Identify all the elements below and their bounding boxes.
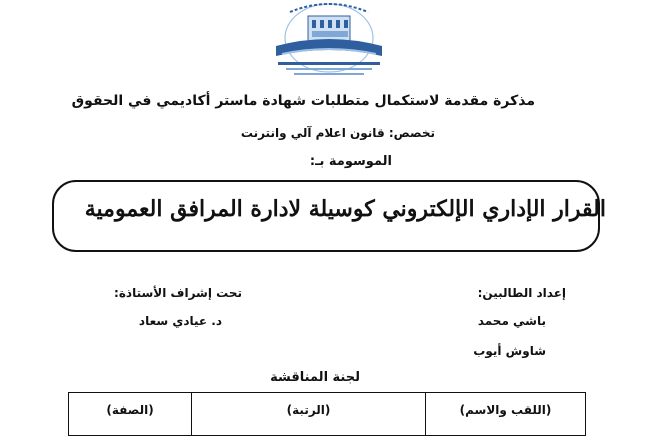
university-logo [268,2,390,80]
table-header-row [69,393,586,436]
column-header-name: (اللقب والاسم) [425,393,585,436]
student-name: شاوش أيوب [473,344,546,358]
supervisor-name: د. عيادي سعاد [138,314,222,328]
thesis-title: القرار الإداري الإلكتروني كوسيلة لادارة المرافق العمومية [84,196,606,222]
student-name: باشي محمد [477,314,546,328]
committee-table [68,392,586,436]
column-header-role: (الصفة) [69,393,192,436]
column-header-rank: (الرتبة) [192,393,426,436]
students-label: إعداد الطالبين: [477,286,566,300]
titled-label: الموسومة بـ: [309,154,392,169]
committee-title: لجنة المناقشة [270,370,360,385]
supervisor-label: تحت إشراف الأستاذة: [114,286,242,300]
submission-statement: مذكرة مقدمة لاستكمال متطلبات شهادة ماستر أكاديمي في الحقوق [71,93,535,109]
specialization: تخصص: قانون اعلام آلي وانترنت [240,126,435,140]
